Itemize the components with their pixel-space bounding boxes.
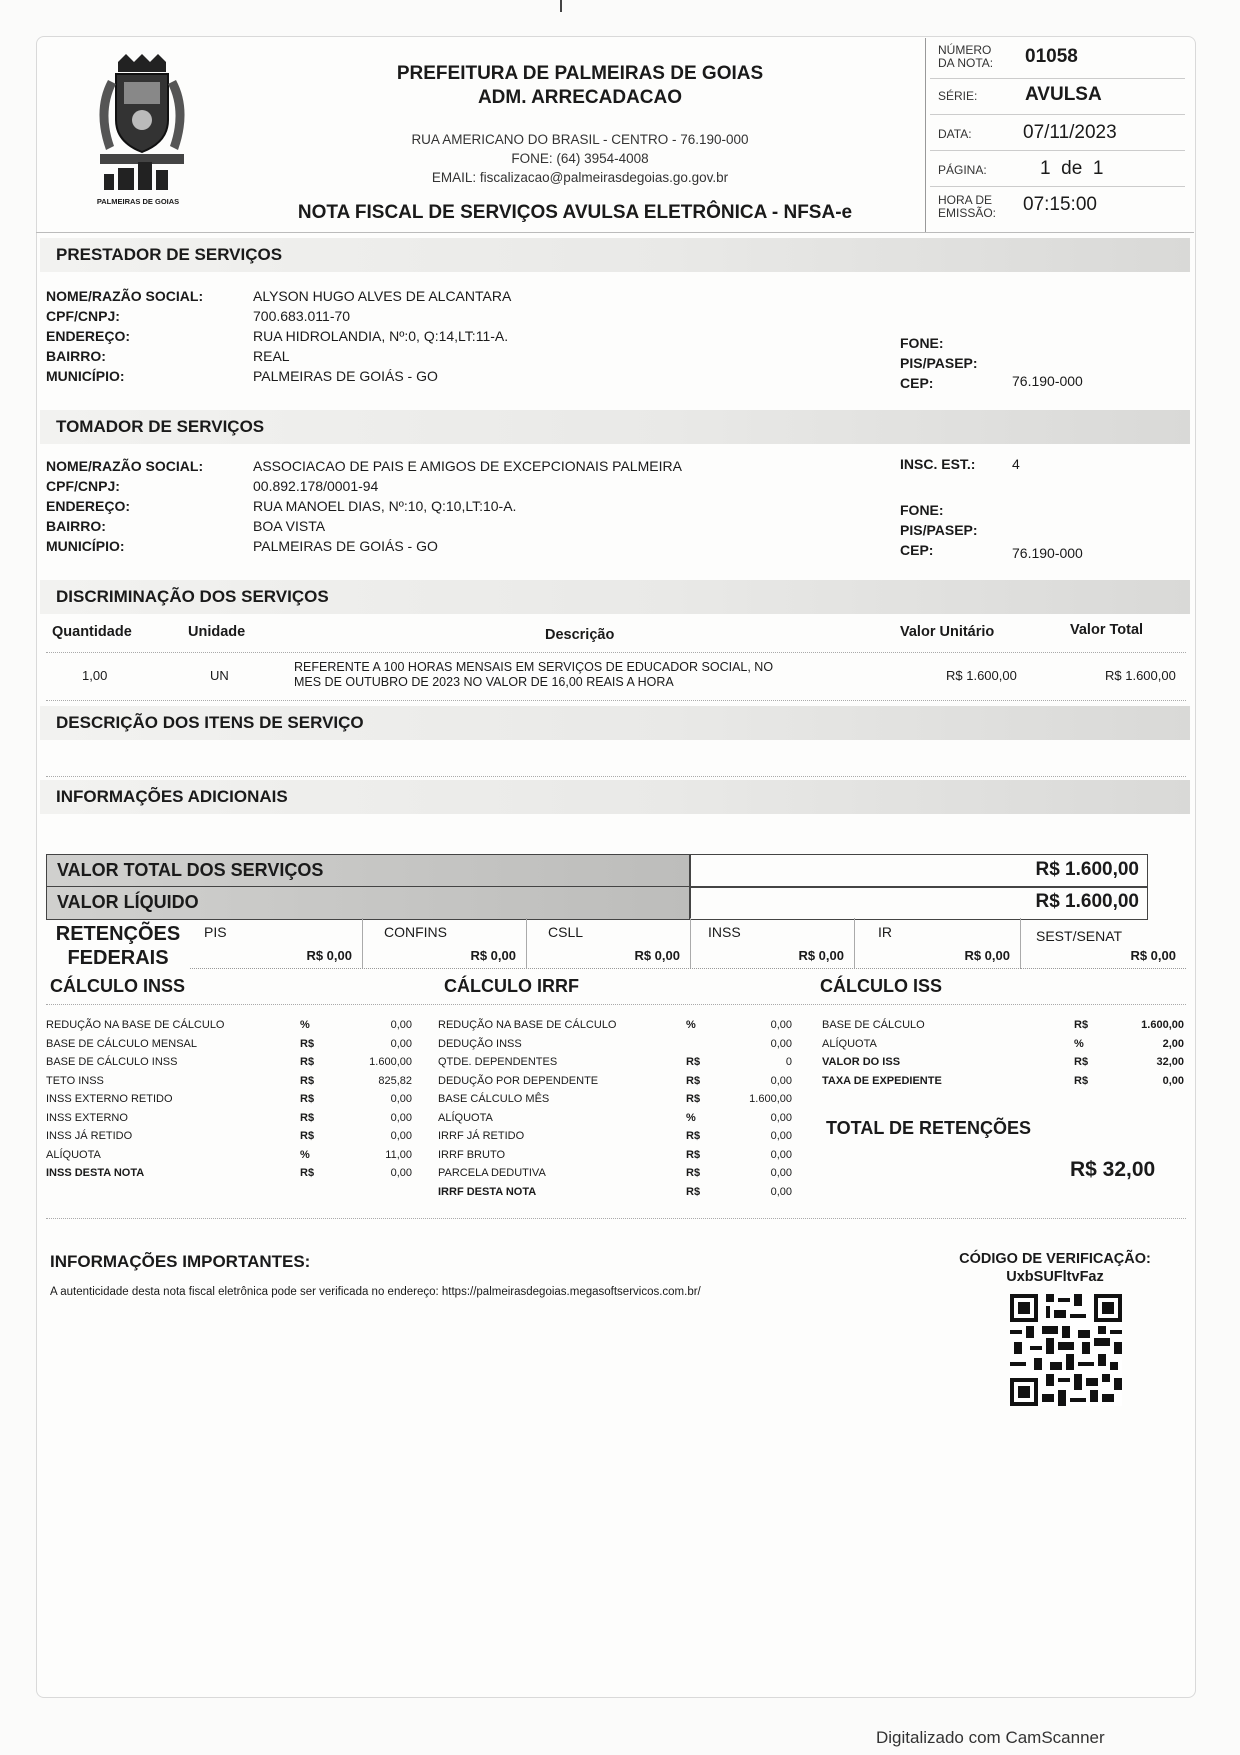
prestador-bairro: REAL [253, 348, 290, 364]
label-insc: INSC. EST.: [900, 456, 976, 472]
scan-mark [560, 0, 562, 12]
label-fone: FONE: [900, 335, 944, 351]
numero-label: NÚMERO DA NOTA: [938, 43, 994, 70]
tomador-values [253, 456, 682, 556]
org-line-2: ADM. ARRECADACAO [477, 87, 683, 108]
prestador-nome: ALYSON HUGO ALVES DE ALCANTARA [253, 288, 512, 304]
inss-label: TETO INSS [46, 1074, 104, 1087]
col-valor-unitario: Valor Unitário [900, 624, 995, 640]
label-municipio: MUNICÍPIO: [46, 368, 125, 384]
label-bairro: BAIRRO: [46, 518, 106, 534]
valor-total-label: VALOR TOTAL DOS SERVIÇOS [57, 860, 324, 880]
calculo-irrf-values: 0,00 0,00 0 0,00 1.600,00 0,00 0,00 0,00 0,00 0,00 [749, 1019, 792, 1198]
inss-label: INSS EXTERNO [46, 1111, 128, 1124]
servicos-title: DISCRIMINAÇÃO DOS SERVIÇOS [56, 587, 329, 606]
prestador-title: PRESTADOR DE SERVIÇOS [56, 245, 283, 264]
prestador-values [253, 286, 511, 386]
inss-label: BASE DE CÁLCULO INSS [46, 1056, 178, 1068]
info-section [40, 780, 1190, 814]
hora-label: HORA DE EMISSÃO: [938, 193, 997, 220]
calculo-irrf-labels: REDUÇÃO NA BASE DE CÁLCULO DEDUÇÃO INSS QTDE. DEPENDENTES DEDUÇÃO POR DEPENDENTE BASE CÁLCULO MÊS ALÍQUOTA IRRF JÁ RETIDO IRRF BRUTO PARCELA DEDUTIVA IRRF DESTA NOTA [438, 1019, 617, 1198]
retencao-ir: IR R$ 0,00 [854, 918, 1021, 969]
crest-icon [78, 50, 198, 220]
servicos-section [40, 580, 1190, 614]
tomador-endereco: RUA MANOEL DIAS, Nº:10, Q:10,LT:10-A. [253, 498, 517, 514]
calculo-bottom-line [46, 1218, 1186, 1219]
tomador-cpf: 00.892.178/0001-94 [253, 478, 379, 494]
retencao-inss: INSS R$ 0,00 [690, 918, 855, 969]
valor-liquido-value: R$ 1.600,00 [1035, 891, 1139, 912]
retencao-csll: CSLL R$ 0,00 [526, 918, 691, 969]
valor-liquido-row [46, 886, 1148, 920]
calculo-inss-units: % R$ R$ R$ R$ R$ R$ % R$ [300, 1019, 315, 1179]
table-header-line [46, 652, 1186, 653]
org-email: EMAIL: fiscalizacao@palmeirasdegoias.go.gov.br [431, 170, 729, 185]
data-value: 07/11/2023 [1023, 122, 1117, 143]
qr-code-icon [1010, 1294, 1122, 1406]
label-cep: CEP: [900, 375, 934, 391]
table-row-line [46, 700, 1186, 701]
row-valor-total: R$ 1.600,00 [1105, 668, 1176, 683]
tomador-right-labels [900, 500, 978, 560]
label-endereco: ENDEREÇO: [46, 328, 131, 344]
organization-contact [300, 130, 860, 187]
total-retencoes-value: R$ 32,00 [1070, 1158, 1156, 1181]
inss-label: ALÍQUOTA [46, 1148, 101, 1161]
data-label: DATA: [938, 127, 972, 141]
inss-label: INSS JÁ RETIDO [46, 1130, 133, 1142]
col-quantidade: Quantidade [52, 624, 132, 640]
meta-numero [930, 40, 1185, 79]
valor-total-value: R$ 1.600,00 [1035, 859, 1139, 880]
org-phone: FONE: (64) 3954-4008 [511, 151, 649, 166]
col-unidade: Unidade [188, 624, 246, 640]
label-nome: NOME/RAZÃO SOCIAL: [46, 458, 204, 474]
row-valor-unitario: R$ 1.600,00 [946, 668, 1017, 683]
valor-total-row [46, 854, 1148, 888]
municipal-crest [78, 50, 198, 220]
header-bottom-line [36, 232, 1194, 233]
calculo-iss-units: R$ % R$ R$ [1074, 1019, 1089, 1087]
document-title: NOTA FISCAL DE SERVIÇOS AVULSA ELETRÔNICA - NFSA-e [297, 202, 853, 223]
inss-label: INSS DESTA NOTA [46, 1167, 145, 1179]
inss-label: REDUÇÃO NA BASE DE CÁLCULO [46, 1019, 225, 1031]
prestador-municipio: PALMEIRAS DE GOIÁS - GO [253, 368, 438, 384]
prestador-endereco: RUA HIDROLANDIA, Nº:0, Q:14,LT:11-A. [253, 328, 509, 344]
calculo-irrf-title: CÁLCULO IRRF [444, 976, 579, 996]
label-pis: PIS/PASEP: [900, 522, 978, 538]
meta-hora [930, 186, 1185, 222]
retencao-pis: PIS R$ 0,00 [190, 918, 363, 969]
label-cep: CEP: [900, 542, 934, 558]
serie-label: SÉRIE: [938, 89, 978, 103]
retencoes-title: RETENÇÕES FEDERAIS [55, 923, 181, 969]
itens-section [40, 706, 1190, 740]
calculo-inss-title: CÁLCULO INSS [50, 976, 185, 996]
meta-pagina [930, 150, 1185, 187]
calculo-inss-values: 0,00 0,00 1.600,00 825,82 0,00 0,00 0,00 11,00 0,00 [369, 1019, 412, 1179]
calculo-title-line [46, 1004, 1186, 1005]
calculo-iss-values: 1.600,00 2,00 32,00 0,00 [1141, 1019, 1184, 1087]
prestador-cpf: 700.683.011-70 [253, 308, 351, 324]
tomador-section [40, 410, 1190, 444]
label-cpf: CPF/CNPJ: [46, 478, 120, 494]
codigo-value: UxbSUFltvFaz [1006, 1269, 1104, 1285]
tomador-municipio: PALMEIRAS DE GOIÁS - GO [253, 538, 438, 554]
codigo-verificacao [930, 1250, 1180, 1286]
hora-value: 07:15:00 [1023, 194, 1097, 215]
scanner-watermark: Digitalizado com CamScanner [876, 1728, 1105, 1747]
prestador-section [40, 238, 1190, 272]
pagina-label: PÁGINA: [938, 163, 987, 177]
label-bairro: BAIRRO: [46, 348, 106, 364]
calculo-irrf-units: % R$ R$ R$ % R$ R$ R$ R$ [686, 1019, 701, 1198]
inss-label: BASE DE CÁLCULO MENSAL [46, 1037, 197, 1050]
pagina-value: 1 de 1 [1040, 158, 1104, 179]
retencao-sest-senat: SEST/SENAT R$ 0,00 [1020, 918, 1186, 969]
header-divider [925, 38, 926, 233]
calculo-iss-labels: BASE DE CÁLCULO ALÍQUOTA VALOR DO ISS TAXA DE EXPEDIENTE [822, 1019, 942, 1087]
serie-value: AVULSA [1025, 84, 1102, 105]
inss-label: INSS EXTERNO RETIDO [46, 1093, 173, 1105]
label-municipio: MUNICÍPIO: [46, 538, 125, 554]
meta-data [930, 114, 1185, 151]
calculo-inss-labels [46, 1016, 256, 1183]
label-nome: NOME/RAZÃO SOCIAL: [46, 288, 204, 304]
row-quantidade: 1,00 [82, 668, 108, 683]
retencao-confins: CONFINS R$ 0,00 [362, 918, 527, 969]
codigo-label: CÓDIGO DE VERIFICAÇÃO: [959, 1251, 1151, 1267]
numero-value: 01058 [1025, 46, 1078, 67]
total-retencoes-label: TOTAL DE RETENÇÕES [826, 1118, 1032, 1138]
row-descricao: REFERENTE A 100 HORAS MENSAIS EM SERVIÇOS DE EDUCADOR SOCIAL, NO MES DE OUTUBRO DE 2023 NO VALOR DE 16,00 REAIS A HORA [294, 660, 774, 689]
tomador-nome: ASSOCIACAO DE PAIS E AMIGOS DE EXCEPCIONAIS PALMEIRA [253, 458, 682, 474]
tomador-insc: 4 [1012, 456, 1020, 472]
tomador-bairro: BOA VISTA [253, 518, 326, 534]
prestador-right-labels [900, 333, 978, 393]
crest-caption: PALMEIRAS DE GOIAS [96, 197, 180, 206]
row-unidade: UN [210, 668, 229, 683]
importantes-text: A autenticidade desta nota fiscal eletrônica pode ser verificada no endereço: https://palmeirasdegoias.megasoftservicos.com.br/ [50, 1286, 701, 1298]
col-valor-total: Valor Total [1070, 622, 1144, 638]
tomador-labels [46, 456, 203, 556]
tomador-cep: 76.190-000 [1012, 545, 1083, 561]
importantes-title: INFORMAÇÕES IMPORTANTES: [50, 1252, 311, 1271]
prestador-cep: 76.190-000 [1012, 373, 1083, 389]
label-pis: PIS/PASEP: [900, 355, 978, 371]
org-address: RUA AMERICANO DO BRASIL - CENTRO - 76.190-000 [411, 132, 749, 147]
col-descricao: Descrição [545, 627, 615, 643]
meta-serie [930, 78, 1185, 115]
org-line-1: PREFEITURA DE PALMEIRAS DE GOIAS [396, 63, 764, 84]
info-title: INFORMAÇÕES ADICIONAIS [56, 787, 288, 806]
itens-bottom-line [46, 776, 1186, 777]
label-endereco: ENDEREÇO: [46, 498, 131, 514]
organization-name [300, 62, 860, 110]
label-fone: FONE: [900, 502, 944, 518]
itens-title: DESCRIÇÃO DOS ITENS DE SERVIÇO [56, 713, 364, 732]
tomador-title: TOMADOR DE SERVIÇOS [56, 417, 265, 436]
label-cpf: CPF/CNPJ: [46, 308, 120, 324]
calculo-iss-title: CÁLCULO ISS [820, 976, 943, 996]
prestador-labels [46, 286, 203, 386]
valor-liquido-label: VALOR LÍQUIDO [57, 892, 199, 912]
